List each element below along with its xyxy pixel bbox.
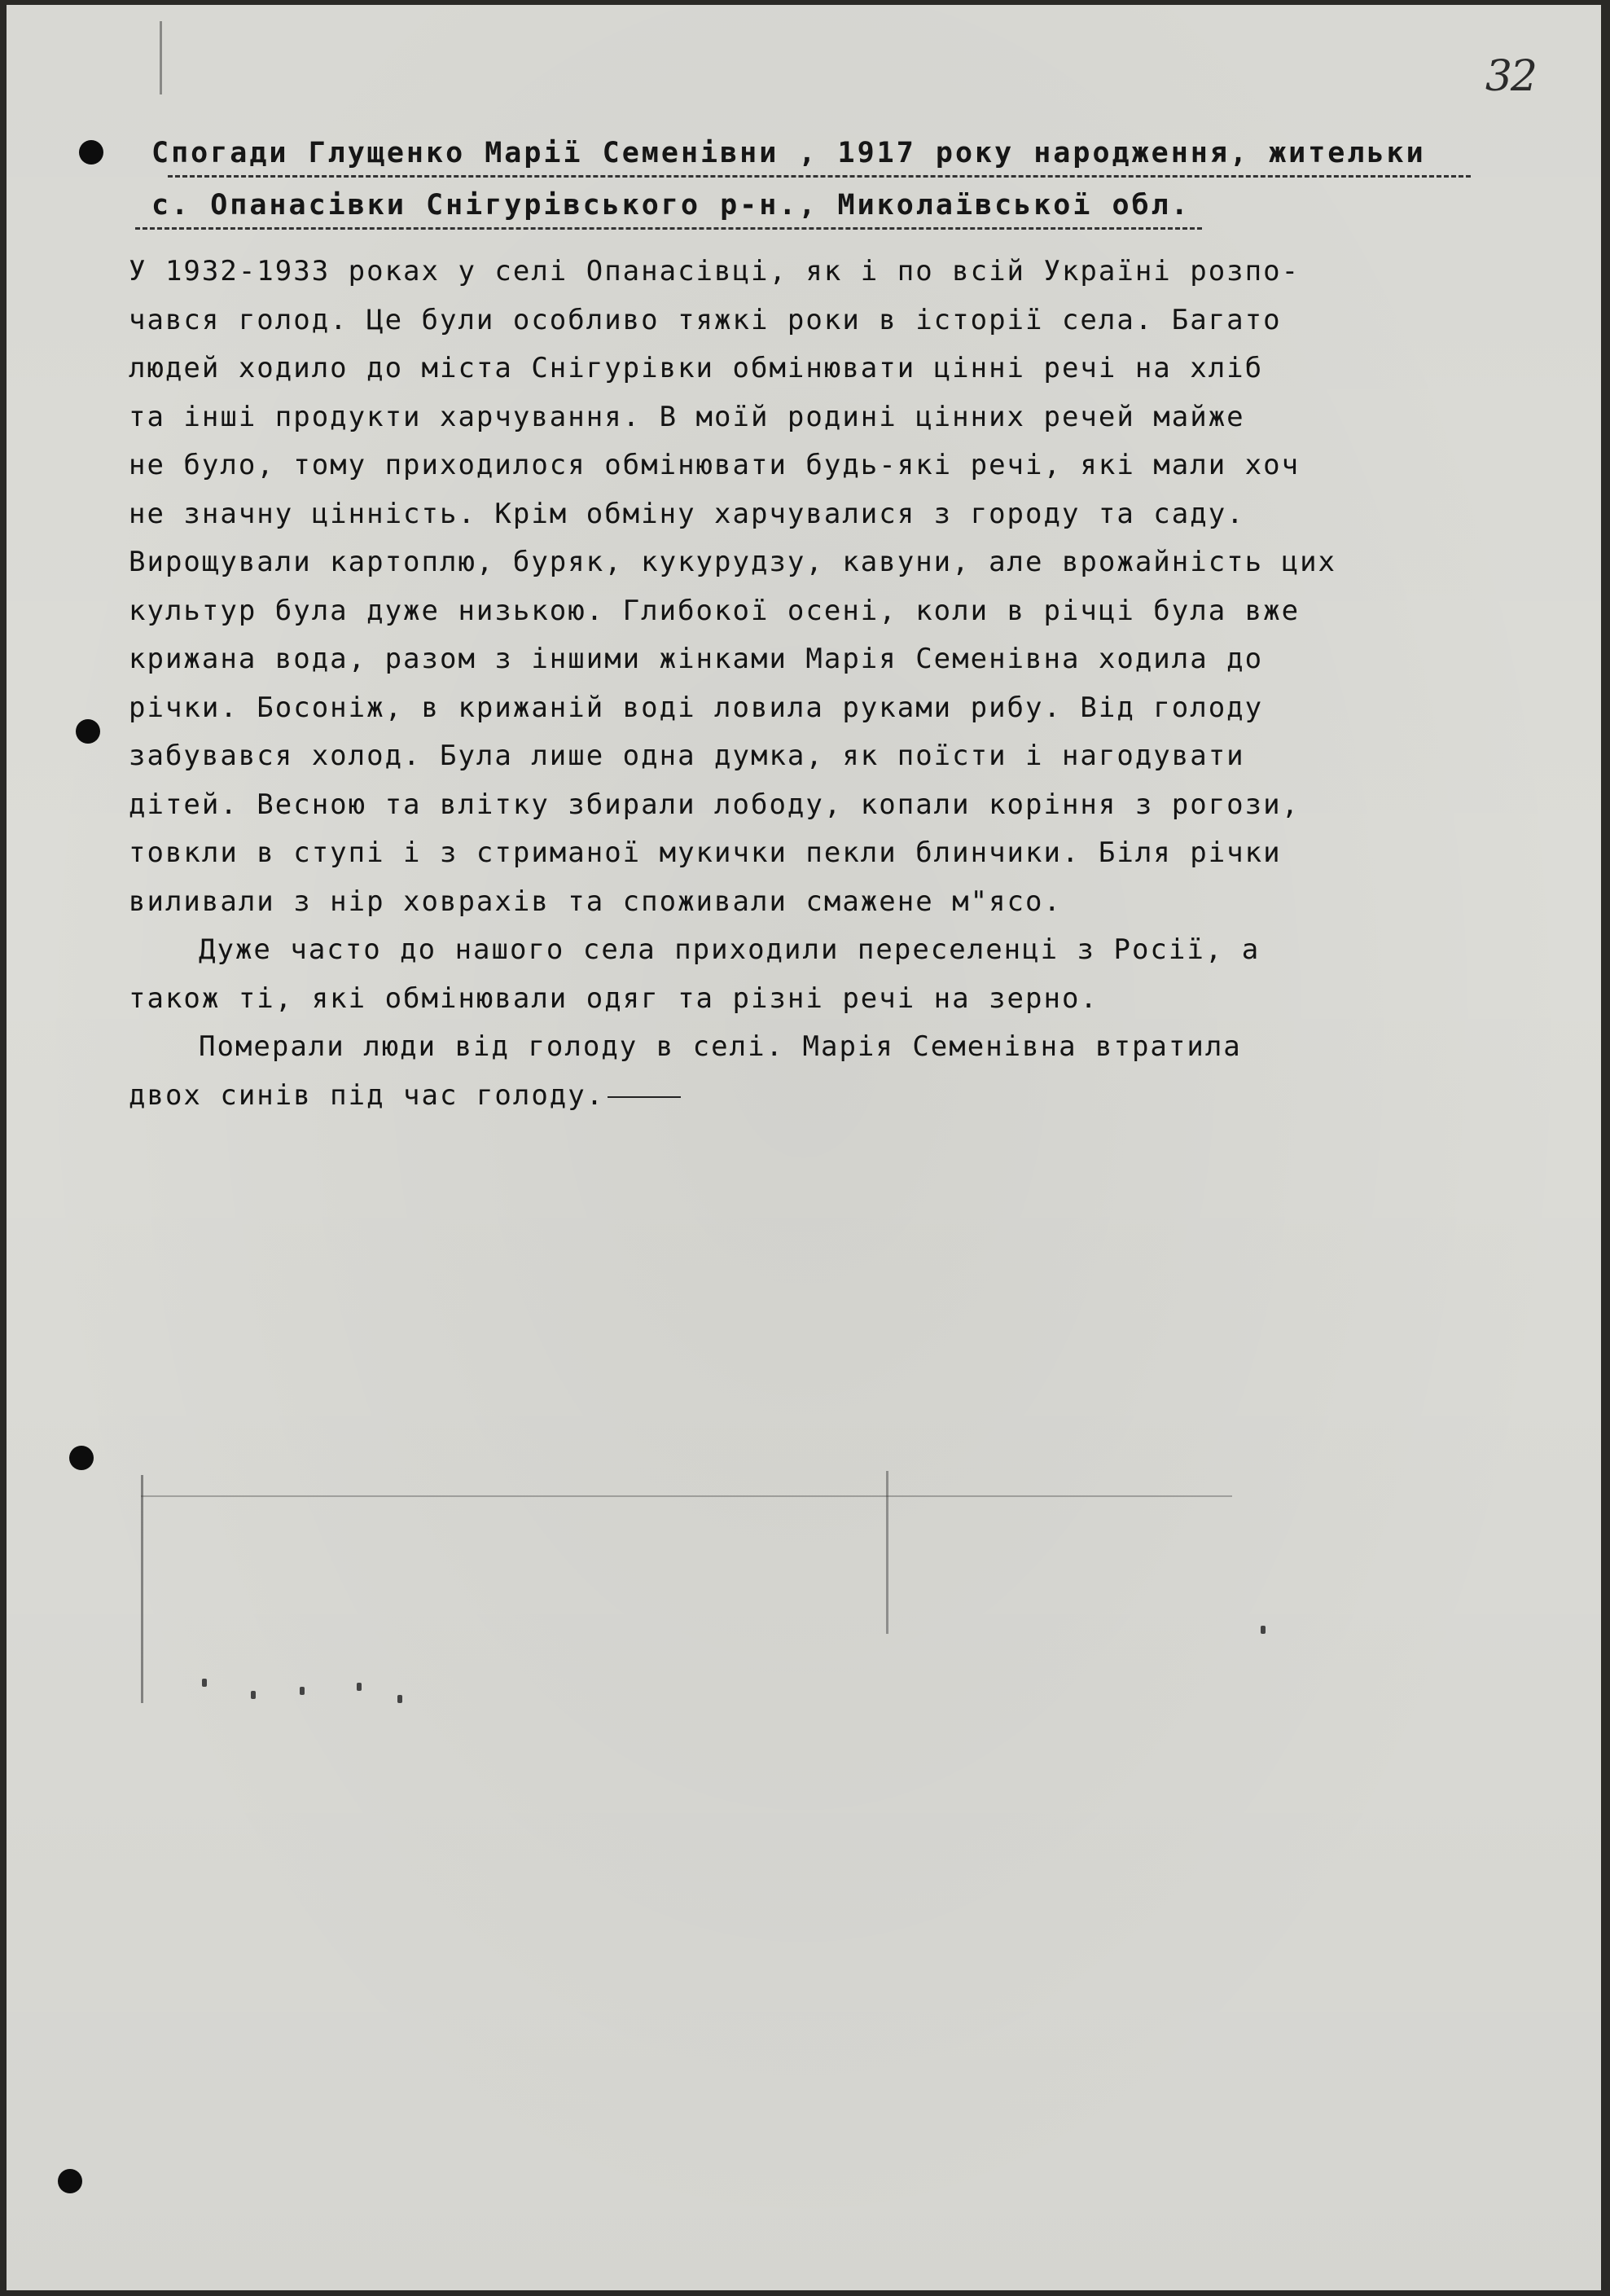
body-line: У 1932-1933 роках у селі Опанасівці, як і по всій Україні розпо- bbox=[129, 255, 1301, 288]
body-line: Померали люди від голоду в селі. Марія Семенівна втратила bbox=[199, 1030, 1242, 1063]
speck bbox=[1261, 1626, 1266, 1634]
memoir-body bbox=[129, 248, 1546, 1120]
body-line: річки. Босоніж, в крижаній воді ловила руками рибу. Від голоду bbox=[129, 691, 1264, 724]
punch-hole bbox=[79, 140, 103, 165]
margin-mark bbox=[141, 1495, 1232, 1497]
heading-line-1 bbox=[151, 127, 1536, 179]
speck bbox=[202, 1679, 207, 1687]
speck bbox=[397, 1695, 402, 1703]
body-line: виливали з нір ховрахів та споживали смажене м"ясо. bbox=[129, 885, 1062, 918]
punch-hole bbox=[58, 2169, 82, 2193]
margin-mark bbox=[141, 1475, 143, 1703]
body-line: також ті, які обмінювали одяг та різні речі на зерно. bbox=[129, 981, 1099, 1015]
heading-line-1-text: Спогади Глущенко Марії Семенівни , 1917 року народження, жительки bbox=[151, 137, 1426, 169]
body-line-last bbox=[129, 1072, 1546, 1121]
punch-hole bbox=[69, 1446, 94, 1470]
speck bbox=[300, 1687, 305, 1695]
page-number: 32 bbox=[1485, 52, 1536, 101]
body-line: культур була дуже низькою. Глибокої осені, коли в річці була вже bbox=[129, 594, 1301, 627]
speck bbox=[357, 1683, 362, 1691]
body-line: забувався холод. Була лише одна думка, як поїсти і нагодувати bbox=[129, 740, 1245, 772]
body-line: Вирощували картоплю, буряк, кукурудзу, кавуни, але врожайність цих bbox=[129, 546, 1337, 578]
body-line: не було, тому приходилося обмінювати будь-які речі, які мали хоч bbox=[129, 449, 1301, 481]
heading-line-2-text: с. Опанасівки Снігурівського р-н., Миколаївської обл. bbox=[151, 189, 1191, 222]
body-line: крижана вода, разом з іншими жінками Марія Семенівна ходила до bbox=[129, 643, 1264, 675]
document-page bbox=[7, 5, 1601, 2290]
document-heading bbox=[151, 127, 1536, 231]
heading-underline bbox=[168, 175, 1471, 178]
body-line: дітей. Весною та влітку збирали лободу, копали коріння з рогози, bbox=[129, 788, 1301, 821]
punch-hole bbox=[76, 719, 100, 744]
closing-underline bbox=[608, 1096, 681, 1098]
body-line: товкли в ступі і з стриманої мукички пекли блинчики. Біля річки bbox=[129, 836, 1282, 869]
body-line: та інші продукти харчування. В моїй родині цінних речей майже bbox=[129, 400, 1245, 433]
body-line: чався голод. Це були особливо тяжкі роки в історії села. Багато bbox=[129, 303, 1282, 336]
body-line: людей ходило до міста Снігурівки обмінювати цінні речі на хліб bbox=[129, 352, 1264, 384]
body-line: Дуже часто до нашого села приходили переселенці з Росії, а bbox=[199, 933, 1261, 966]
heading-underline bbox=[135, 227, 1202, 230]
heading-line-2 bbox=[151, 179, 1536, 231]
body-line: не значну цінність. Крім обміну харчувалися з городу та саду. bbox=[129, 497, 1245, 530]
speck bbox=[251, 1691, 256, 1699]
body-line-text: двох синів під час голоду. bbox=[129, 1078, 605, 1112]
margin-mark bbox=[160, 21, 162, 94]
